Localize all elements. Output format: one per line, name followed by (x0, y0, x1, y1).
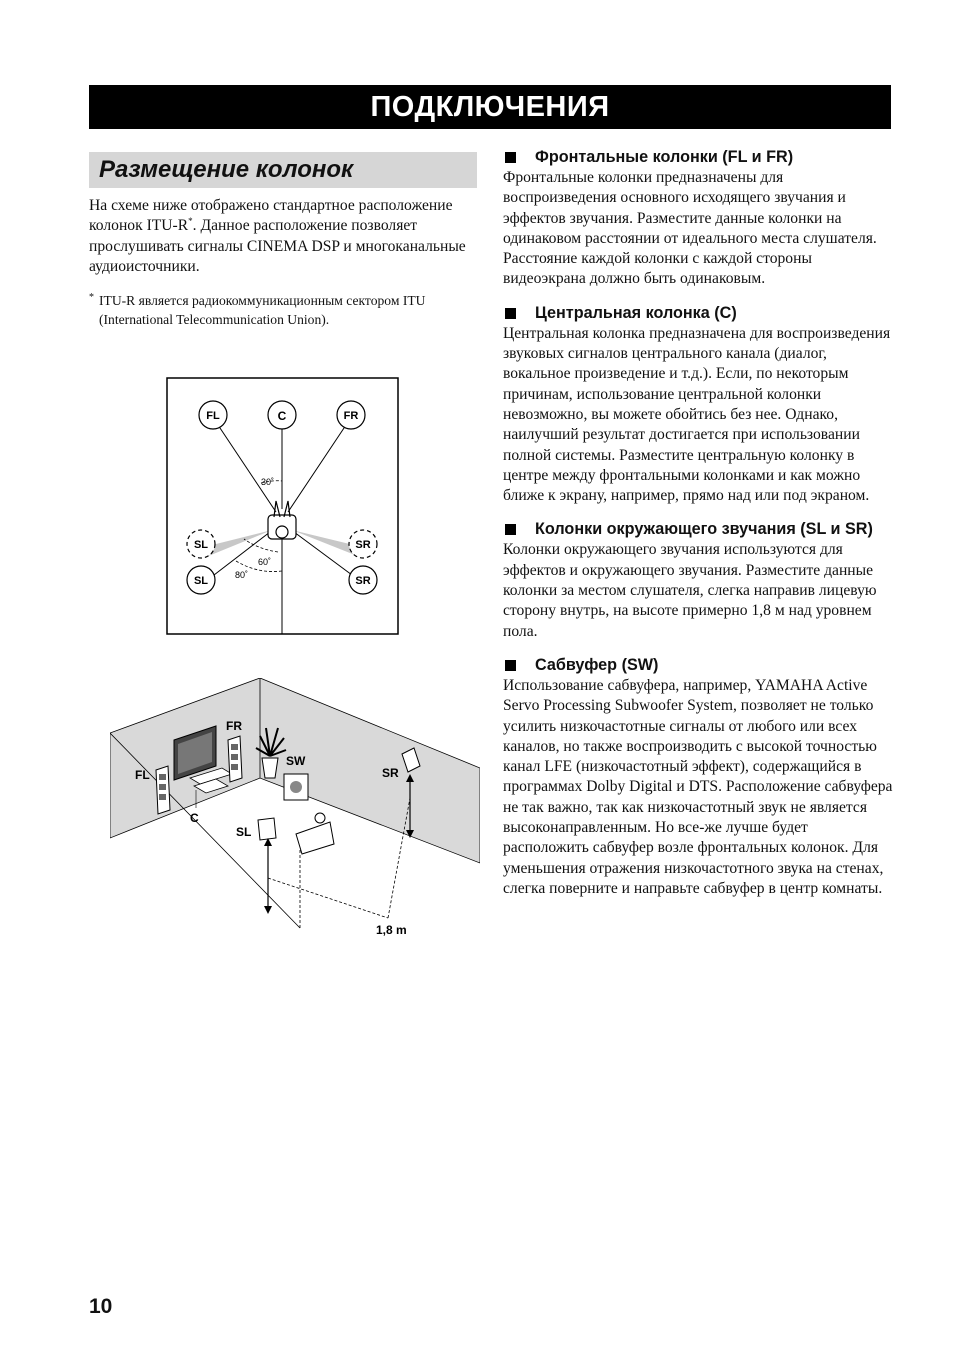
listener-chair-icon (296, 813, 334, 854)
room-label-sl: SL (236, 825, 252, 839)
room-label-fr: FR (226, 719, 242, 733)
speaker-fr-icon (337, 401, 365, 429)
label-sl-upper: SL (193, 539, 209, 551)
label-fl: FL (206, 410, 220, 422)
right-column (503, 147, 893, 912)
square-bullet-icon (505, 152, 516, 163)
angle-rear: 80˚ (235, 570, 249, 580)
subhead-front-text: Фронтальные колонки (FL и FR) (535, 148, 794, 166)
angle-mid: 60˚ (258, 557, 272, 567)
square-bullet-icon (505, 524, 516, 535)
square-bullet-icon (505, 660, 516, 671)
speaker-c-icon (268, 401, 296, 429)
subwoofer-icon (284, 774, 308, 800)
subhead-subwoofer-text: Сабвуфер (SW) (535, 655, 659, 674)
speaker-sr-upper-icon (349, 530, 377, 558)
room-label-height: 1,8 m (376, 923, 407, 937)
label-sl-lower: SL (193, 575, 209, 587)
intro-text-2: . Данное расположение позволяет прослушивать сигналы CINEMA DSP и многоканальные аудиоисточники. (89, 217, 466, 275)
label-sr-lower: SR (355, 575, 371, 587)
room-label-sw: SW (286, 754, 306, 768)
room-label-sr: SR (382, 766, 399, 780)
speaker-fr-tower-icon (228, 736, 242, 782)
room-label-fl: FL (135, 768, 150, 782)
room-label-c: C (190, 811, 199, 825)
room-illustration (110, 678, 480, 948)
speaker-sl-lower-icon (187, 566, 215, 594)
section-subwoofer (503, 655, 893, 899)
speaker-layout-diagram (166, 377, 400, 637)
page-number: 10 (89, 1295, 113, 1318)
subhead-front (503, 147, 893, 168)
speaker-fl-icon (199, 401, 227, 429)
body-front: Фронтальные колонки предназначены для воспроизведения основного исходящего звучания и эффектов звучания. Разместите данные колонки на одинаковом расстоянии от идеального места слушателя. Расстояние каждой колонки с каждой стороны видеоэкрана должно быть одинаковым. (503, 169, 877, 288)
footnote-mark: * (89, 292, 94, 304)
section-front-speakers (503, 147, 893, 290)
section-center-speaker (503, 303, 893, 507)
label-c: C (277, 409, 287, 423)
subhead-subwoofer (503, 655, 893, 676)
speaker-sl-box-icon (258, 818, 276, 840)
label-sr-upper: SR (355, 539, 371, 551)
intro-footnote-mark: * (188, 216, 193, 227)
body-subwoofer: Использование сабвуфера, например, YAMAHA Active Servo Processing Subwoofer System, позволяет не только усилить низкочастотные сигналы от любого или всех каналов, но также воспроизводить с высокой точностью канал LFE (низкочастотный эффект), содержащийся в программах Dolby Digital и DTS. Расположение сабвуфера не так важно, так как низкочастотный звук не является высоконаправленным. Но все-же лучше будет расположить сабвуфер возле фронтальных колонок. Для уменьшения отражения низкочастотного звука на стенах, слегка поверните и направьте сабвуфер в центр комнаты. (503, 676, 893, 897)
intro-text-1: На схеме ниже отображено стандартное расположение колонок ITU-R (89, 197, 453, 235)
body-center: Центральная колонка предназначена для воспроизведения звуковых сигналов центрального канала (диалог, вокальное произведение и т.д.). Если, по некоторым причинам, использование центральной колонки невозможно, вы можете обойтись без нее. Однако, наилучший результат достигается при использовании полной системы. Разместите центральную колонку в центре между фронтальными колонками и как можно ближе к экрану, например, прямо над или под экраном. (503, 324, 891, 505)
subhead-center (503, 303, 893, 324)
subhead-surround-text: Колонки окружающего звучания (SL и SR) (535, 520, 873, 539)
intro-paragraph (89, 196, 479, 277)
height-arrow-sl (264, 838, 272, 914)
speaker-fl-tower-icon (156, 766, 170, 814)
angle-front: 30˚ (261, 477, 275, 487)
footnote-text: ITU-R является радиокоммуникационным сектором ITU (International Telecommunication Union). (99, 293, 426, 328)
body-surround: Колонки окружающего звучания используются для эффектов и окружающего звучания. Разместите данные колонки за местом слушателя, слегка направив лицевую сторону внутрь, на высоте примерно 1,8 м над уровнем пола. (503, 541, 877, 640)
section-title: Размещение колонок (89, 152, 477, 188)
label-fr: FR (343, 410, 359, 422)
square-bullet-icon (505, 308, 516, 319)
left-column (89, 152, 479, 329)
subhead-surround (503, 519, 893, 540)
speaker-sl-upper-icon (187, 530, 215, 558)
speaker-sr-lower-icon (349, 566, 377, 594)
section-surround-speakers (503, 519, 893, 641)
subhead-center-text: Центральная колонка (C) (535, 303, 737, 322)
footnote (89, 291, 479, 329)
chapter-banner: ПОДКЛЮЧЕНИЯ (89, 85, 891, 129)
